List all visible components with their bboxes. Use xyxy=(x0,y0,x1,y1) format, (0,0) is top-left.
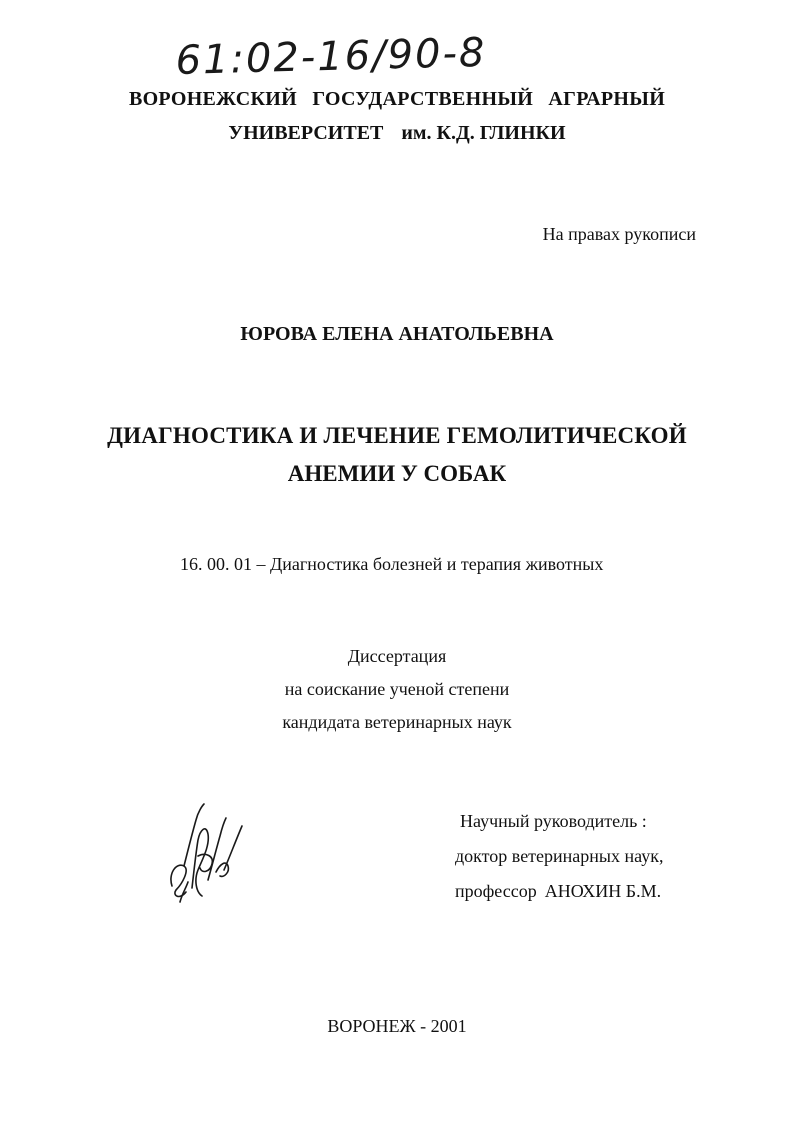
handwritten-catalog-number: 61:02-16/90-8 xyxy=(175,29,487,84)
advisor-academic-title: профессор xyxy=(455,881,537,901)
dissertation-purpose: на соискание ученой степени xyxy=(284,679,510,699)
thesis-title-line1: ДИАГНОСТИКА И ЛЕЧЕНИЕ ГЕМОЛИТИЧЕСКОЙ xyxy=(107,423,687,448)
manuscript-rights-note: На правах рукописи xyxy=(542,224,696,244)
university-word: УНИВЕРСИТЕТ xyxy=(228,122,384,144)
thesis-title-line2: АНЕМИИ У СОБАК xyxy=(287,461,507,486)
specialty-code: 16. 00. 01 – Диагностика болезней и терапия животных xyxy=(180,554,604,574)
advisor-name: АНОХИН Б.М. xyxy=(544,881,662,901)
author-name: ЮРОВА ЕЛЕНА АНАТОЛЬЕВНА xyxy=(240,323,554,345)
handwritten-signature xyxy=(162,800,248,904)
university-namesake: им. К.Д. ГЛИНКИ xyxy=(401,122,566,144)
university-name-line1: ВОРОНЕЖСКИЙ ГОСУДАРСТВЕННЫЙ АГРАРНЫЙ xyxy=(128,88,666,110)
university-name-line2 xyxy=(0,122,794,145)
dissertation-label: Диссертация xyxy=(347,646,447,666)
advisor-label: Научный руководитель : xyxy=(460,811,647,831)
dissertation-degree: кандидата ветеринарных наук xyxy=(282,712,512,732)
advisor-title-line xyxy=(455,881,661,902)
advisor-degree: доктор ветеринарных наук, xyxy=(455,846,664,866)
place-and-year: ВОРОНЕЖ - 2001 xyxy=(327,1016,467,1036)
